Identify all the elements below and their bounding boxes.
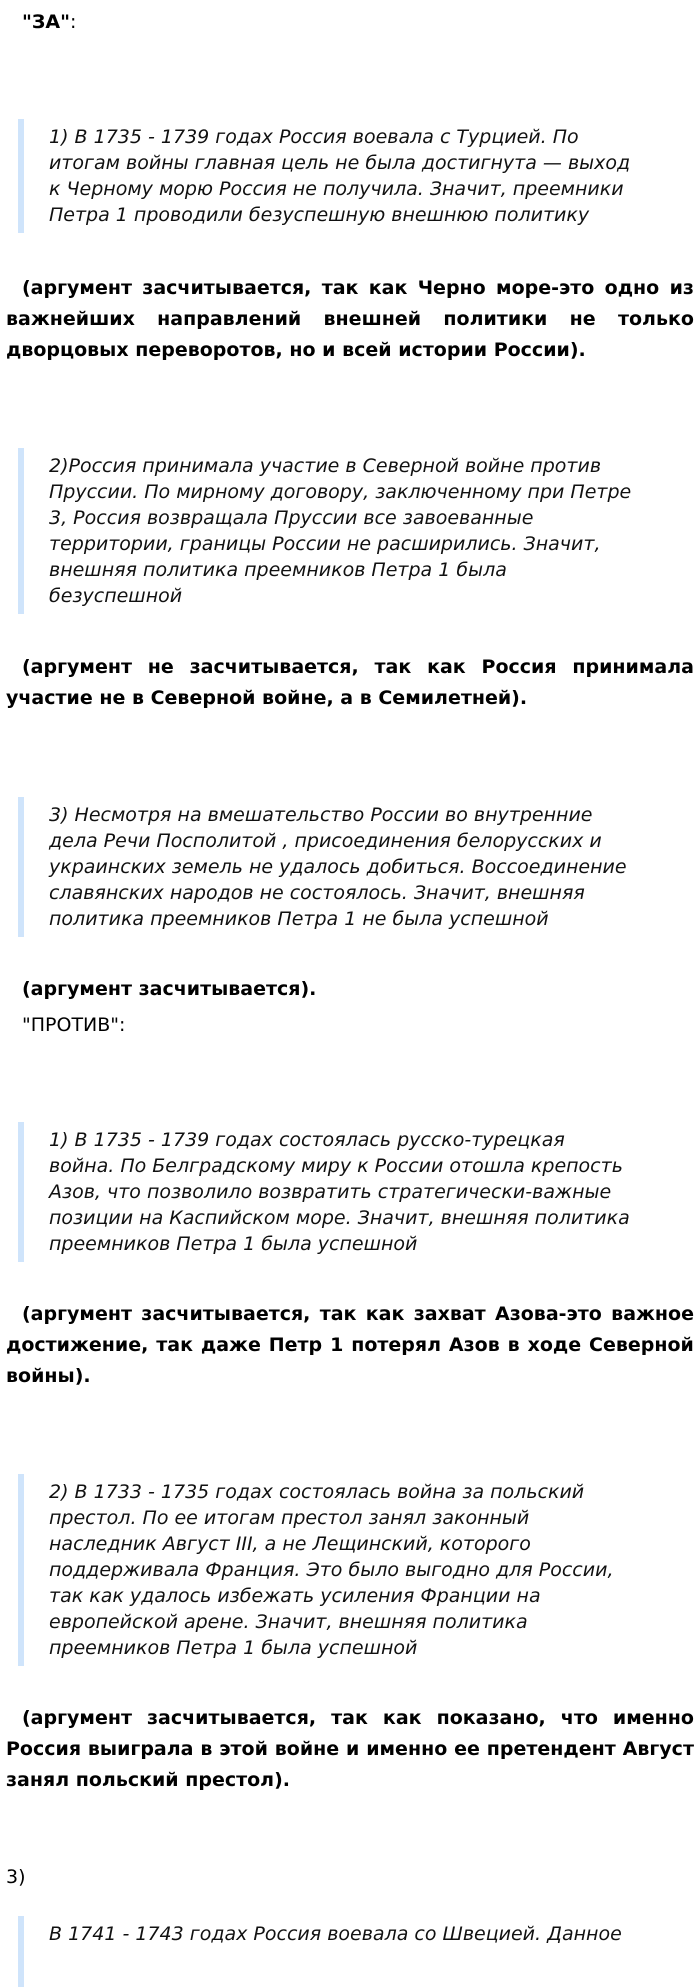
verdict-line-3: войны). (6, 1365, 91, 1387)
quote-line: В 1741 - 1743 годах Россия воевала со Швецией. Данное (49, 1923, 622, 1945)
heading-za-word: "ЗА" (22, 11, 71, 33)
heading-za (22, 10, 76, 34)
za-argument-3-quote (18, 797, 658, 937)
quote-line: 2)Россия принимала участие в Северной войне против (49, 455, 602, 477)
quote-line: территории, границы России не расширились. Значит, (49, 533, 601, 555)
quote-line: преемников Петра 1 была успешной (49, 1233, 418, 1255)
quote-line: 1) В 1735 - 1739 годах Россия воевала с Турцией. По (49, 126, 579, 148)
za-argument-2-quote (18, 448, 658, 614)
protiv-argument-2-verdict (6, 1703, 694, 1796)
item-3-marker: 3) (6, 1866, 26, 1888)
quote-line: итогам войны главная цель не была достигнута — выход (49, 152, 631, 174)
protiv-argument-1-quote (18, 1122, 658, 1262)
quote-line: внешняя политика преемников Петра 1 была (49, 559, 507, 581)
heading-protiv: "ПРОТИВ": (22, 1014, 126, 1036)
quote-line: Азов, что позволило возвратить стратегически-важные (49, 1181, 612, 1203)
quote-line: так как удалось избежать усиления Франции на (49, 1585, 541, 1607)
verdict-line-1: (аргумент засчитывается, так как показано, что именно (22, 1707, 694, 1729)
verdict-line-3: дворцовых переворотов, но и всей истории России). (6, 339, 586, 361)
quote-line: украинских земель не удалось добиться. Воссоединение (49, 856, 627, 878)
quote-line: 3) Несмотря на вмешательство России во внутренние (49, 804, 593, 826)
quote-line: война. По Белградскому миру к России отошла крепость (49, 1155, 623, 1177)
quote-line: наследник Август III, а не Лещинский, которого (49, 1533, 531, 1555)
verdict-line-2: важнейших направлений внешней политики не только (6, 308, 694, 330)
verdict-line-2: достижение, так даже Петр 1 потерял Азов в ходе Северной (6, 1334, 694, 1356)
verdict-line-1: (аргумент засчитывается, так как захват Азова-это важное (22, 1303, 694, 1325)
verdict-line-2: Россия выиграла в этой войне и именно ее претендент Август (6, 1738, 694, 1760)
protiv-argument-3-quote (18, 1916, 658, 1987)
quote-line: дела Речи Посполитой , присоединения белорусских и (49, 830, 602, 852)
verdict-line-2: участие не в Северной войне, а в Семилетней). (6, 687, 528, 709)
quote-line: поддерживала Франция. Это было выгодно для России, (49, 1559, 614, 1581)
quote-line: престол. По ее итогам престол занял законный (49, 1507, 530, 1529)
za-argument-1-quote (18, 119, 658, 233)
quote-line: безуспешной (49, 585, 183, 607)
quote-line: славянских народов не состоялось. Значит, внешняя (49, 882, 585, 904)
heading-za-colon: : (70, 11, 77, 33)
verdict-line-3: занял польский престол). (6, 1769, 290, 1791)
verdict-line-1: (аргумент засчитывается). (22, 978, 317, 1000)
quote-line: Пруссии. По мирному договору, заключенному при Петре (49, 481, 632, 503)
protiv-argument-1-verdict (6, 1299, 694, 1392)
verdict-line-1: (аргумент не засчитывается, так как Россия принимала (22, 656, 694, 678)
za-argument-3-verdict (6, 974, 694, 1005)
quote-line: европейской арене. Значит, внешняя политика (49, 1611, 528, 1633)
quote-line: политика преемников Петра 1 не была успешной (49, 908, 549, 930)
za-argument-1-verdict (6, 273, 694, 366)
quote-line: преемников Петра 1 была успешной (49, 1637, 418, 1659)
quote-line: 1) В 1735 - 1739 годах состоялась русско-турецкая (49, 1129, 565, 1151)
quote-line: 2) В 1733 - 1735 годах состоялась война за польский (49, 1481, 585, 1503)
verdict-line-1: (аргумент засчитывается, так как Черно море-это одно из (22, 277, 694, 299)
quote-line: к Черному морю Россия не получила. Значит, преемники (49, 178, 624, 200)
quote-line: 3, Россия возвращала Пруссии все завоеванные (49, 507, 534, 529)
za-argument-2-verdict (6, 652, 694, 714)
protiv-argument-2-quote (18, 1474, 658, 1666)
quote-line: позиции на Каспийском море. Значит, внешняя политика (49, 1207, 630, 1229)
quote-line: Петра 1 проводили безуспешную внешнюю политику (49, 204, 590, 226)
